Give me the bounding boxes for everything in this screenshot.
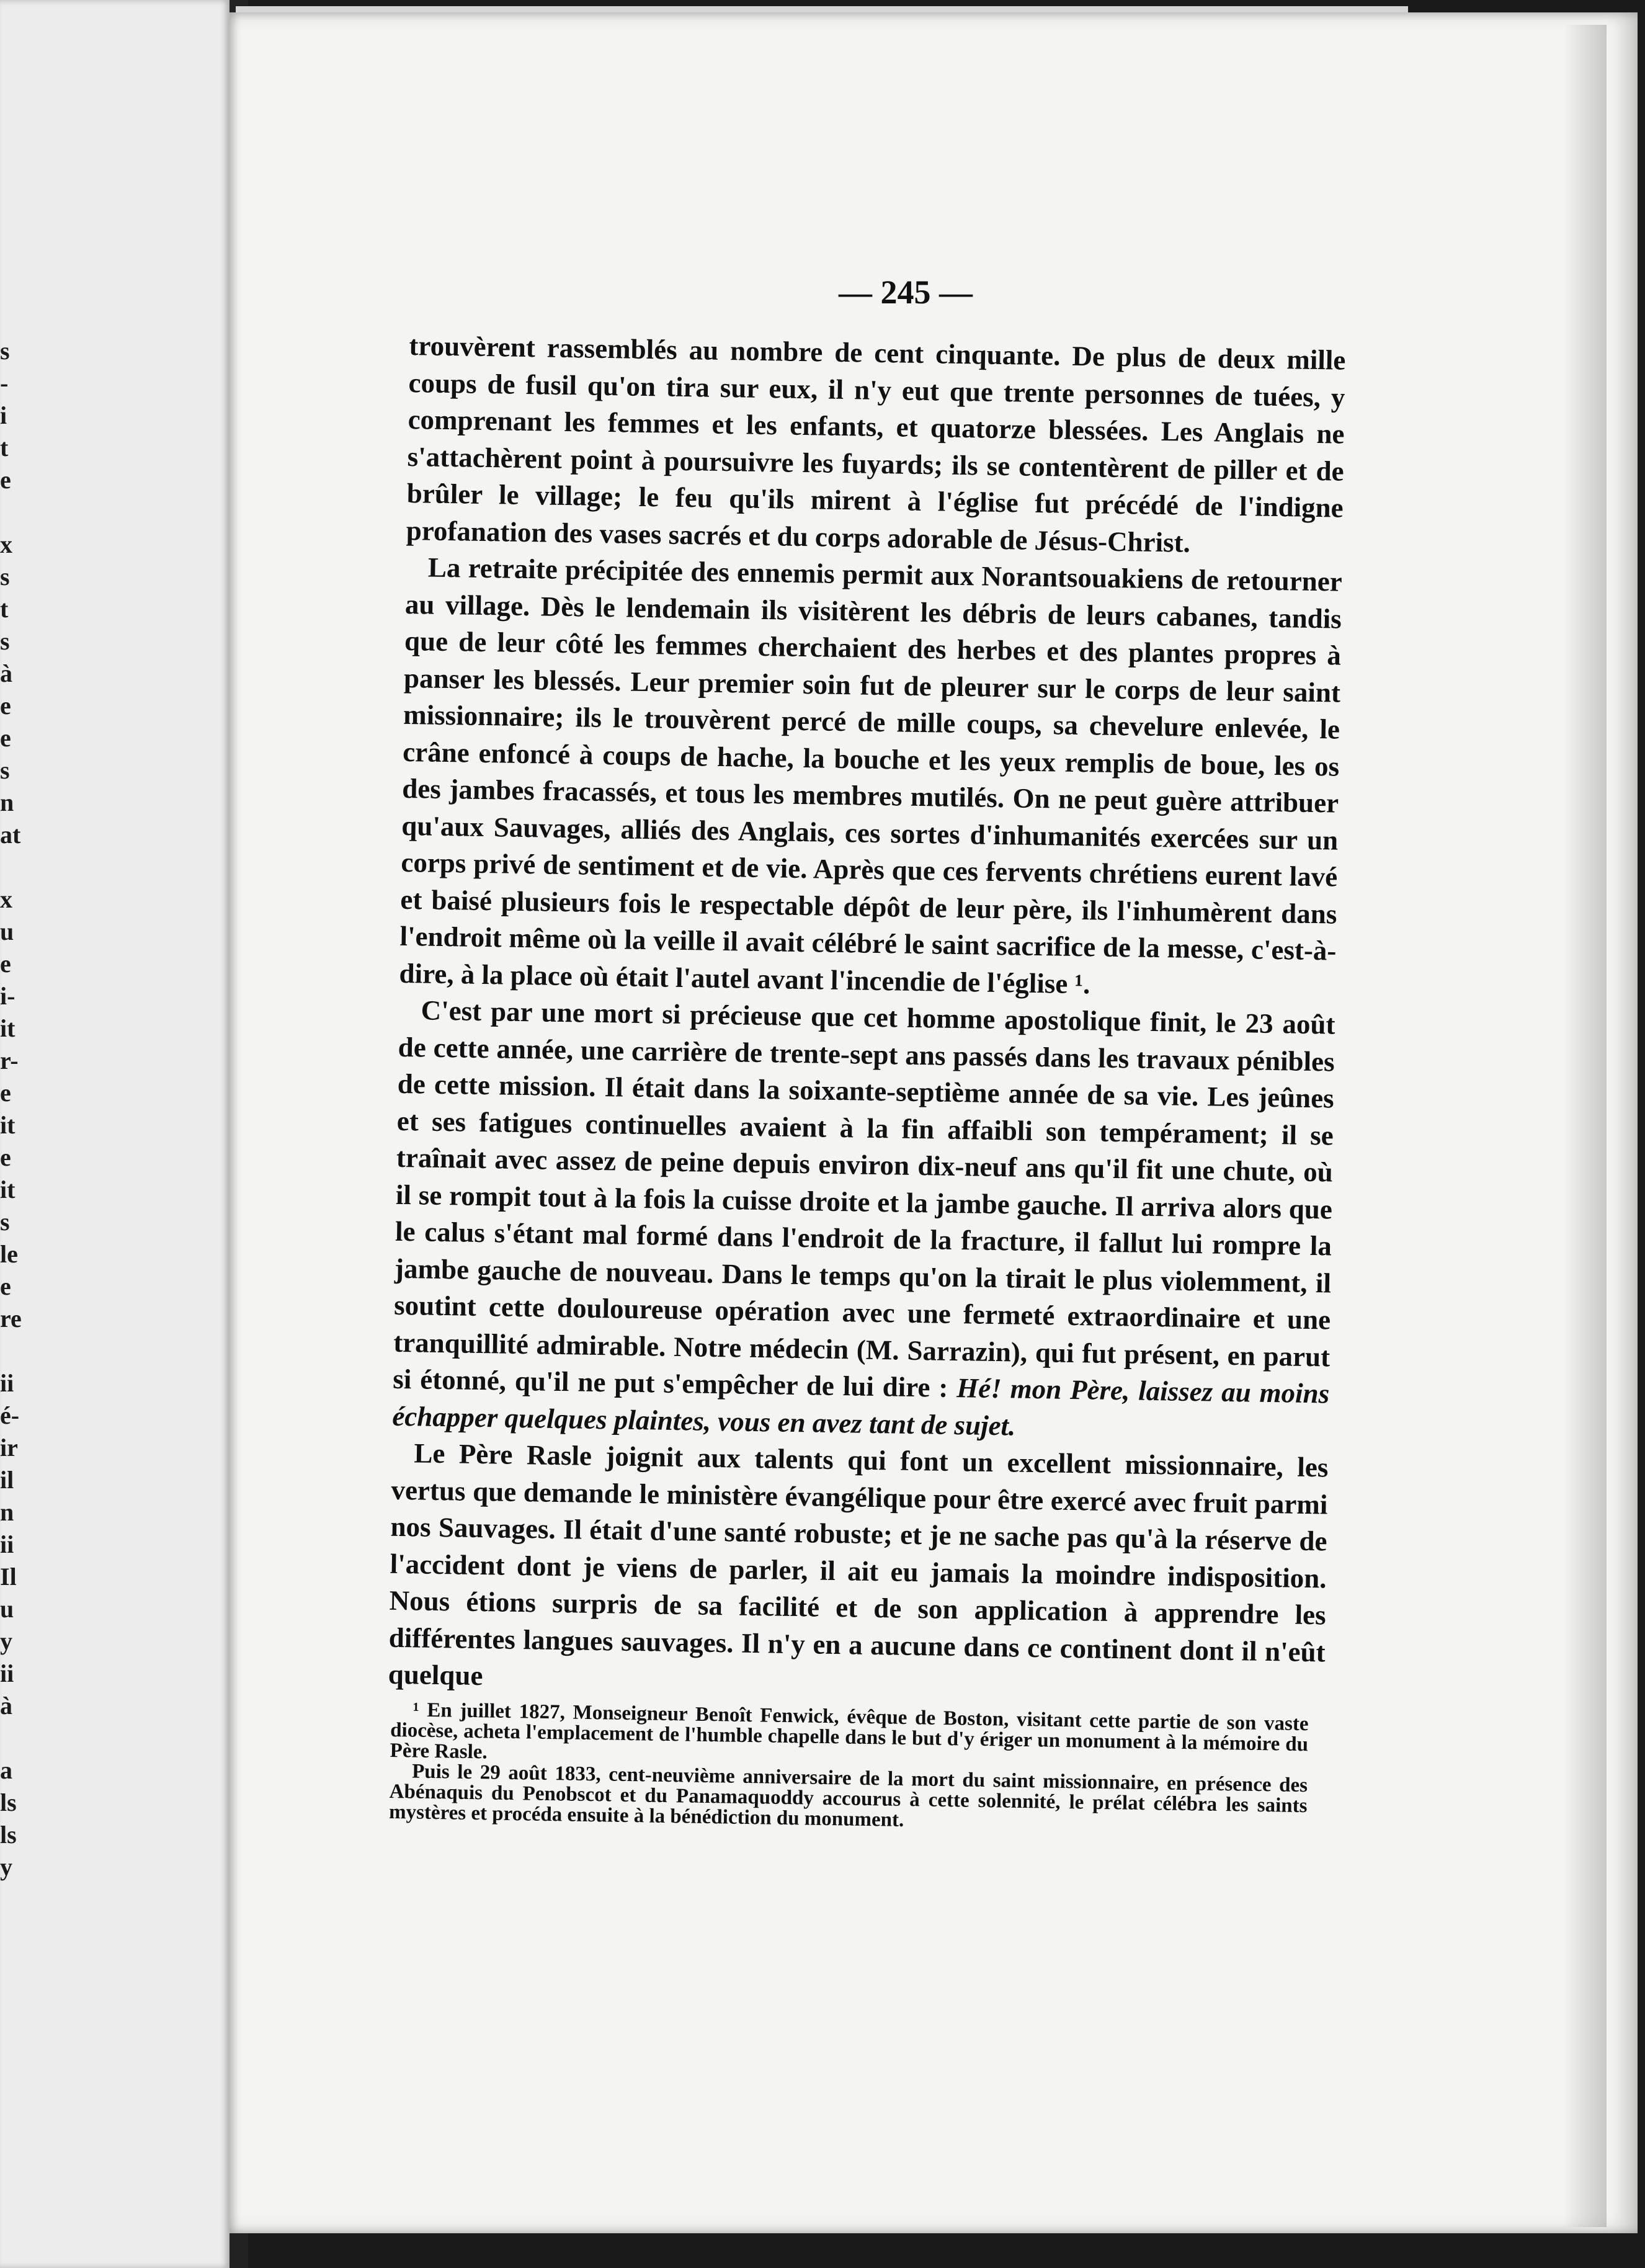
left-fragment: Il — [0, 1563, 17, 1591]
left-fragment: e — [0, 692, 11, 720]
left-fragment: é- — [0, 1401, 20, 1429]
left-fragment: - — [0, 369, 9, 397]
left-fragment — [0, 851, 25, 883]
left-fragment: ii — [0, 1659, 14, 1687]
left-fragment: e — [0, 466, 11, 494]
left-fragment: ls — [0, 1788, 17, 1816]
left-fragment: it — [0, 1176, 16, 1203]
left-fragment: e — [0, 1143, 11, 1171]
left-fragment: s — [0, 756, 10, 784]
left-fragment: s — [0, 563, 10, 591]
left-fragment: it — [0, 1111, 16, 1139]
left-fragment: e — [0, 950, 11, 978]
left-fragment: t — [0, 434, 9, 462]
left-fragment: n — [0, 1498, 14, 1526]
left-page-edge — [0, 0, 230, 2268]
left-fragment: à — [0, 1692, 12, 1720]
left-fragment: e — [0, 1079, 11, 1107]
left-fragment: it — [0, 1014, 16, 1042]
page-right-shadow — [1563, 25, 1607, 2227]
left-fragment: il — [0, 1466, 14, 1494]
left-fragment: x — [0, 530, 12, 558]
left-fragment — [0, 1722, 25, 1754]
left-fragment: t — [0, 595, 9, 623]
left-fragment: y — [0, 1853, 12, 1881]
footnote-1: ¹ En juillet 1827, Monseigneur Benoît Fenwick, évêque de Boston, visitant cette partie de son vaste diocèse, acheta l'emplacement de l'humble chapelle dans le but d'y ériger un monument à la mémoire du Père Rasle. — [390, 1699, 1309, 1764]
left-fragment: s — [0, 1208, 10, 1236]
left-fragment: le — [0, 1240, 18, 1268]
paragraph-1: trouvèrent rassemblés au nombre de cent cinquante. De plus de deux mille coups de fusil qu'on tira sur eux, il n'y eut que trente personnes de tuées, y comprenant les femmes et les enfants, et quatorze blessées. Les Anglais ne s'attachèrent point à poursuivre les fuyards; ils se contentèrent de piller et de brûler le village; le feu qu'ils mirent à l'église fut précédé de l'indigne profanation des vases sacrés et du corps adorable de Jésus-Christ. — [406, 329, 1346, 558]
left-fragment: i — [0, 401, 7, 429]
left-fragment: u — [0, 1595, 14, 1623]
footnotes — [389, 1700, 1309, 1837]
left-fragment — [0, 496, 25, 529]
left-fragment: e — [0, 1272, 11, 1300]
paragraph-4: Le Père Rasle joignit aux talents qui font un excellent missionnaire, les vertus que demande le ministère évangélique pour être exercé avec fruit parmi nos Sauvages. Il était d'une santé robuste; et je ne sache pas qu'à la réserve de l'accident dont je viens de parler, il ait eu jamais la moindre indisposition. Nous étions surpris de sa facilité et de son application à apprendre les différentes langues sauvages. Il n'y en a aucune dans ce continent dont il n'eût quelque — [388, 1437, 1329, 1692]
left-fragment: at — [0, 821, 21, 849]
page-number: — 245 — — [839, 274, 973, 311]
main-text — [388, 328, 1345, 1708]
paragraph-2: La retraite précipitée des ennemis permit aux Norantsouakiens de retourner au village. Dès le lendemain ils visitèrent les débris de leurs cabanes, tandis que de leur côté les femmes cherchaient des herbes et des plantes propres à panser les blessés. Leur premier soin fut de pleurer sur le corps de leur saint missionnaire; ils le trouvèrent percé de mille coups, sa chevelure enlevée, le crâne enfoncé à coups de hache, la bouche et les yeux remplis de boue, les os des jambes fracassés, et tous les membres mutilés. On ne peut guère attribuer qu'aux Sauvages, alliés des Anglais, ces sortes d'inhumanités exercées sur un corps privé de sentiment et de vie. Après que ces fervents chrétiens eurent lavé et baisé plusieurs fois le respectable dépôt de leur père, ils l'inhumèrent dans l'endroit même où la veille il avait célébré le saint sacrifice de la messe, c'est-à-dire, à la place où était l'autel avant l'incendie de l'église ¹. — [399, 551, 1343, 999]
left-fragment: ir — [0, 1434, 18, 1462]
left-fragment: ls — [0, 1821, 17, 1849]
left-fragment: r- — [0, 1047, 19, 1074]
left-page-text-fragments — [0, 335, 25, 1883]
left-fragment: u — [0, 917, 14, 945]
left-fragment: y — [0, 1627, 12, 1655]
left-fragment: n — [0, 788, 14, 816]
left-fragment: s — [0, 627, 10, 655]
left-fragment: x — [0, 885, 12, 913]
left-fragment: re — [0, 1305, 22, 1333]
paragraph-3-quote: Hé! mon Père, laissez au moins échapper quelques plaintes, vous en avez tant de sujet. — [392, 1372, 1330, 1442]
left-fragment: à — [0, 659, 12, 687]
left-fragment: ii — [0, 1530, 14, 1558]
paragraph-3 — [392, 992, 1335, 1450]
footnote-2: Puis le 29 août 1833, cent-neuvième anniversaire de la mort du saint missionnaire, en présence des Abénaquis du Penobscot et du Panamaquoddy accourus à cette solennité, le prélat célébra les saints mystères et procéda ensuite à la bénédiction du monument. — [388, 1760, 1308, 1832]
paragraph-3-text: C'est par une mort si précieuse que cet homme apostolique finit, le 23 août de cette année, une carrière de trente-sept ans passés dans les travaux pénibles de cette mission. Il était dans la soixante-septième année de sa vie. Les jeûnes et ses fatigues continuelles avaient à la fin affaibli son tempérament; il se traînait avec assez de peine depuis environ dix-neuf ans qu'il fit une chute, où il se rompit tout à la fois la cuisse droite et la jambe gauche. Il arriva alors que le calus s'étant mal formé dans l'endroit de la fracture, il fallut lui rompre la jambe gauche de nouveau. Dans le temps qu'on la tirait le plus violemment, il soutint cette douloureuse opération avec une fermeté extraordinaire et une tranquillité admirable. Notre médecin (M. Sarrazin), qui fut présent, en parut si étonné, qu'il ne put s'empêcher de lui dire : — [392, 994, 1335, 1403]
left-fragment: s — [0, 337, 10, 365]
left-fragment: ii — [0, 1369, 14, 1397]
left-fragment — [0, 1335, 25, 1367]
left-fragment: i- — [0, 982, 16, 1010]
left-fragment: a — [0, 1756, 12, 1784]
left-fragment: e — [0, 724, 11, 752]
